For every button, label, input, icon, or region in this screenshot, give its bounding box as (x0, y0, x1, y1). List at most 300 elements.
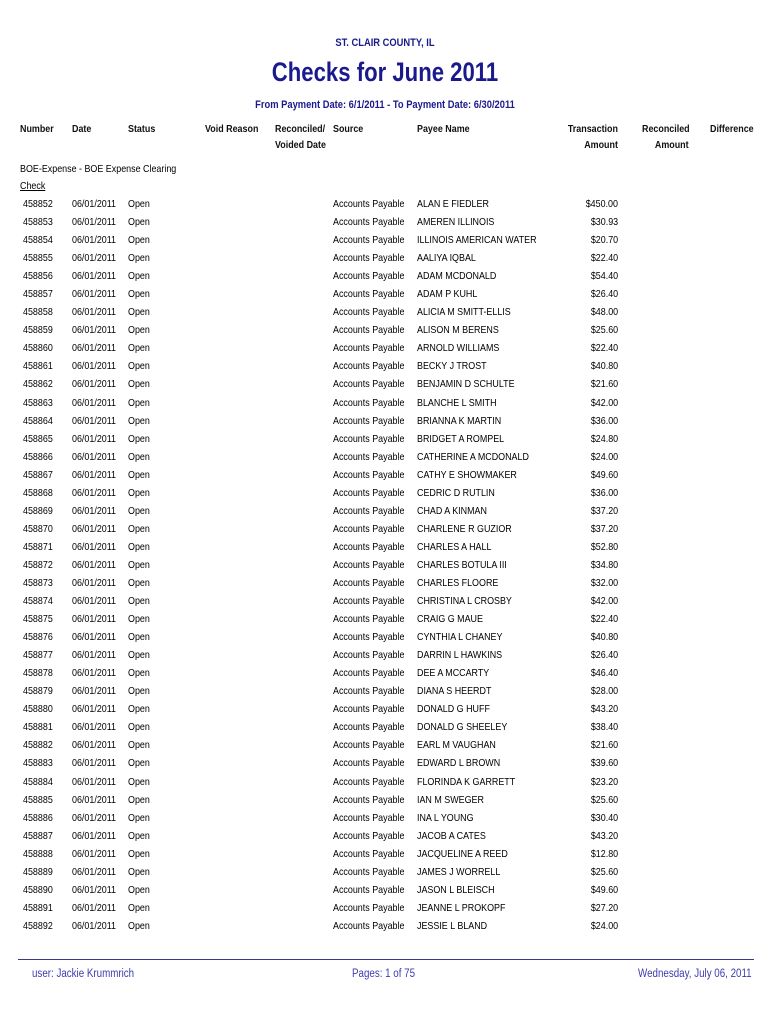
check-status: Open (128, 631, 150, 644)
check-payee: DEE A MCCARTY (417, 667, 490, 680)
group-name: BOE-Expense - BOE Expense Clearing (20, 163, 177, 175)
check-status: Open (128, 685, 150, 698)
check-status: Open (128, 414, 150, 427)
check-number: 458854 (23, 234, 53, 247)
check-source: Accounts Payable (333, 504, 405, 517)
col-transaction-line1: Transaction (567, 123, 618, 135)
check-payee: CATHY E SHOWMAKER (417, 468, 517, 481)
check-date: 06/01/2011 (72, 631, 117, 644)
check-payee: BRIANNA K MARTIN (417, 414, 502, 427)
check-amount: $30.40 (590, 811, 618, 824)
table-row (0, 322, 770, 340)
check-status: Open (128, 883, 150, 896)
check-payee: BENJAMIN D SCHULTE (417, 378, 515, 391)
check-status: Open (128, 775, 150, 788)
check-payee: BECKY J TROST (417, 360, 487, 373)
table-row (0, 864, 770, 882)
check-number: 458866 (23, 450, 53, 463)
check-number: 458873 (23, 576, 53, 589)
check-number: 458892 (23, 919, 53, 932)
check-source: Accounts Payable (333, 883, 405, 896)
check-date: 06/01/2011 (72, 540, 117, 553)
col-transaction-amount (568, 121, 618, 153)
check-date: 06/01/2011 (72, 252, 117, 265)
check-status: Open (128, 865, 150, 878)
table-row (0, 918, 770, 936)
check-status: Open (128, 216, 150, 229)
check-date: 06/01/2011 (72, 901, 117, 914)
check-payee: EDWARD L BROWN (417, 757, 501, 770)
check-date: 06/01/2011 (72, 649, 117, 662)
check-source: Accounts Payable (333, 198, 405, 210)
check-number: 458871 (23, 540, 53, 553)
check-status: Open (128, 432, 150, 445)
table-row (0, 900, 770, 918)
check-date: 06/01/2011 (72, 414, 117, 427)
check-status: Open (128, 721, 150, 734)
check-source: Accounts Payable (333, 576, 405, 589)
check-status: Open (128, 847, 150, 860)
table-row (0, 395, 770, 413)
check-number: 458859 (23, 324, 53, 337)
check-source: Accounts Payable (333, 793, 405, 806)
check-date: 06/01/2011 (72, 667, 117, 680)
check-source: Accounts Payable (333, 829, 405, 842)
check-date: 06/01/2011 (72, 198, 117, 210)
check-status: Open (128, 739, 150, 752)
check-status: Open (128, 829, 150, 842)
table-row (0, 774, 770, 792)
check-payee: AMEREN ILLINOIS (417, 216, 495, 229)
check-date: 06/01/2011 (72, 721, 117, 734)
check-status: Open (128, 198, 150, 210)
check-payee: JESSIE L BLAND (417, 919, 488, 932)
check-payee: CHARLES BOTULA III (417, 558, 507, 571)
check-date: 06/01/2011 (72, 432, 117, 445)
check-status: Open (128, 595, 150, 608)
check-payee: ILLINOIS AMERICAN WATER (417, 234, 537, 247)
check-date: 06/01/2011 (72, 757, 117, 770)
check-amount: $49.60 (590, 883, 618, 896)
table-row (0, 214, 770, 232)
col-reconciled-amount (642, 121, 690, 153)
check-payee: ALICIA M SMITT-ELLIS (417, 306, 511, 319)
check-source: Accounts Payable (333, 739, 405, 752)
check-payee: CHRISTINA L CROSBY (417, 595, 512, 608)
check-number: 458876 (23, 631, 53, 644)
check-source: Accounts Payable (333, 522, 405, 535)
footer-user: user: Jackie Krummrich (32, 968, 135, 980)
check-date: 06/01/2011 (72, 775, 117, 788)
table-row (0, 629, 770, 647)
check-date: 06/01/2011 (72, 558, 117, 571)
check-amount: $43.20 (590, 703, 618, 716)
check-source: Accounts Payable (333, 757, 405, 770)
check-status: Open (128, 811, 150, 824)
col-reconciled-amt-line2: Amount (654, 139, 689, 151)
table-row (0, 431, 770, 449)
table-row (0, 828, 770, 846)
check-status: Open (128, 486, 150, 499)
check-number: 458881 (23, 721, 53, 734)
table-row (0, 792, 770, 810)
check-date: 06/01/2011 (72, 522, 117, 535)
check-status: Open (128, 558, 150, 571)
report-county: ST. CLAIR COUNTY, IL (335, 37, 435, 49)
check-payee: DONALD G HUFF (417, 703, 490, 716)
check-payee: DONALD G SHEELEY (417, 721, 508, 734)
check-source: Accounts Payable (333, 667, 405, 680)
check-amount: $26.40 (590, 649, 618, 662)
check-payee: CHARLES A HALL (417, 540, 492, 553)
check-number: 458885 (23, 793, 53, 806)
check-amount: $21.60 (590, 378, 618, 391)
table-row (0, 467, 770, 485)
check-payee: ARNOLD WILLIAMS (417, 342, 500, 355)
check-status: Open (128, 649, 150, 662)
col-transaction-line2: Amount (584, 139, 618, 151)
check-date: 06/01/2011 (72, 306, 117, 319)
check-number: 458860 (23, 342, 53, 355)
check-amount: $52.80 (590, 540, 618, 553)
col-number: Number (20, 123, 54, 135)
check-date: 06/01/2011 (72, 703, 117, 716)
table-row (0, 503, 770, 521)
check-source: Accounts Payable (333, 396, 405, 409)
check-status: Open (128, 576, 150, 589)
check-amount: $43.20 (590, 829, 618, 842)
check-amount: $42.00 (590, 595, 618, 608)
check-number: 458884 (23, 775, 53, 788)
check-amount: $48.00 (590, 306, 618, 319)
check-date: 06/01/2011 (72, 342, 117, 355)
check-source: Accounts Payable (333, 378, 405, 391)
check-table (0, 196, 770, 936)
check-payee: CHAD A KINMAN (417, 504, 487, 517)
table-row (0, 557, 770, 575)
report-title: Checks for June 2011 (271, 57, 499, 87)
check-payee: ADAM P KUHL (417, 288, 478, 301)
check-status: Open (128, 396, 150, 409)
check-amount: $37.20 (590, 522, 618, 535)
check-source: Accounts Payable (333, 252, 405, 265)
check-status: Open (128, 324, 150, 337)
check-source: Accounts Payable (333, 847, 405, 860)
check-number: 458875 (23, 613, 53, 626)
check-payee: AALIYA IQBAL (417, 252, 476, 265)
check-status: Open (128, 270, 150, 283)
check-amount: $20.70 (590, 234, 618, 247)
table-row (0, 286, 770, 304)
check-date: 06/01/2011 (72, 793, 117, 806)
check-amount: $54.40 (590, 270, 618, 283)
check-date: 06/01/2011 (72, 919, 117, 932)
table-row (0, 539, 770, 557)
check-amount: $24.80 (590, 432, 618, 445)
check-number: 458877 (23, 649, 53, 662)
check-source: Accounts Payable (333, 486, 405, 499)
check-amount: $32.00 (590, 576, 618, 589)
check-amount: $12.80 (590, 847, 618, 860)
check-date: 06/01/2011 (72, 396, 117, 409)
check-status: Open (128, 468, 150, 481)
col-payee-name: Payee Name (417, 123, 470, 135)
check-number: 458872 (23, 558, 53, 571)
check-number: 458858 (23, 306, 53, 319)
check-number: 458868 (23, 486, 53, 499)
check-payee: JASON L BLEISCH (417, 883, 495, 896)
check-source: Accounts Payable (333, 288, 405, 301)
check-number: 458880 (23, 703, 53, 716)
check-amount: $25.60 (590, 793, 618, 806)
check-payee: JACOB A CATES (417, 829, 486, 842)
col-status: Status (128, 123, 156, 135)
check-status: Open (128, 360, 150, 373)
check-date: 06/01/2011 (72, 685, 117, 698)
check-date: 06/01/2011 (72, 613, 117, 626)
check-payee: DARRIN L HAWKINS (417, 649, 503, 662)
check-amount: $46.40 (590, 667, 618, 680)
check-number: 458886 (23, 811, 53, 824)
check-number: 458891 (23, 901, 53, 914)
check-number: 458879 (23, 685, 53, 698)
check-amount: $22.40 (590, 613, 618, 626)
check-source: Accounts Payable (333, 306, 405, 319)
table-row (0, 449, 770, 467)
check-date: 06/01/2011 (72, 450, 117, 463)
check-date: 06/01/2011 (72, 739, 117, 752)
check-number: 458862 (23, 378, 53, 391)
table-row (0, 683, 770, 701)
table-row (0, 485, 770, 503)
check-source: Accounts Payable (333, 919, 405, 932)
check-date: 06/01/2011 (72, 360, 117, 373)
check-payee: DIANA S HEERDT (417, 685, 492, 698)
check-number: 458856 (23, 270, 53, 283)
check-payee: CATHERINE A MCDONALD (417, 450, 529, 463)
check-date: 06/01/2011 (72, 324, 117, 337)
check-number: 458853 (23, 216, 53, 229)
check-payee: BRIDGET A ROMPEL (417, 432, 505, 445)
check-date: 06/01/2011 (72, 847, 117, 860)
check-amount: $39.60 (590, 757, 618, 770)
table-row (0, 575, 770, 593)
check-number: 458883 (23, 757, 53, 770)
check-payee: EARL M VAUGHAN (417, 739, 496, 752)
check-source: Accounts Payable (333, 360, 405, 373)
table-row (0, 232, 770, 250)
check-date: 06/01/2011 (72, 378, 117, 391)
check-date: 06/01/2011 (72, 216, 117, 229)
check-date: 06/01/2011 (72, 234, 117, 247)
footer-date: Wednesday, July 06, 2011 (638, 968, 752, 980)
check-source: Accounts Payable (333, 613, 405, 626)
check-source: Accounts Payable (333, 721, 405, 734)
check-source: Accounts Payable (333, 685, 405, 698)
check-payee: CYNTHIA L CHANEY (417, 631, 503, 644)
check-source: Accounts Payable (333, 450, 405, 463)
check-date: 06/01/2011 (72, 576, 117, 589)
check-status: Open (128, 252, 150, 265)
check-status: Open (128, 613, 150, 626)
check-status: Open (128, 234, 150, 247)
check-amount: $34.80 (590, 558, 618, 571)
check-payee: ALAN E FIEDLER (417, 198, 489, 210)
check-amount: $26.40 (590, 288, 618, 301)
check-date: 06/01/2011 (72, 504, 117, 517)
group-type: Check (20, 180, 46, 192)
check-amount: $450.00 (585, 198, 618, 210)
check-status: Open (128, 378, 150, 391)
report-date-range: From Payment Date: 6/1/2011 - To Payment Date: 6/30/2011 (255, 99, 515, 111)
check-number: 458865 (23, 432, 53, 445)
check-payee: JEANNE L PROKOPF (417, 901, 506, 914)
check-status: Open (128, 522, 150, 535)
check-payee: CEDRIC D RUTLIN (417, 486, 495, 499)
check-payee: CHARLES FLOORE (417, 576, 499, 589)
check-status: Open (128, 793, 150, 806)
check-number: 458888 (23, 847, 53, 860)
table-row (0, 250, 770, 268)
check-payee: ALISON M BERENS (417, 324, 499, 337)
check-source: Accounts Payable (333, 558, 405, 571)
table-row (0, 340, 770, 358)
check-source: Accounts Payable (333, 595, 405, 608)
check-date: 06/01/2011 (72, 829, 117, 842)
check-date: 06/01/2011 (72, 288, 117, 301)
check-amount: $21.60 (590, 739, 618, 752)
check-date: 06/01/2011 (72, 486, 117, 499)
check-source: Accounts Payable (333, 901, 405, 914)
check-number: 458861 (23, 360, 53, 373)
check-date: 06/01/2011 (72, 468, 117, 481)
check-number: 458855 (23, 252, 53, 265)
check-source: Accounts Payable (333, 649, 405, 662)
check-source: Accounts Payable (333, 324, 405, 337)
check-payee: IAN M SWEGER (417, 793, 484, 806)
table-row (0, 810, 770, 828)
check-payee: FLORINDA K GARRETT (417, 775, 516, 788)
check-status: Open (128, 703, 150, 716)
col-reconciled-voided (275, 121, 326, 153)
check-status: Open (128, 306, 150, 319)
table-row (0, 755, 770, 773)
check-source: Accounts Payable (333, 216, 405, 229)
table-row (0, 268, 770, 286)
check-status: Open (128, 342, 150, 355)
col-source: Source (333, 123, 364, 135)
check-status: Open (128, 901, 150, 914)
check-amount: $49.60 (590, 468, 618, 481)
table-row (0, 611, 770, 629)
check-status: Open (128, 919, 150, 932)
check-amount: $22.40 (590, 342, 618, 355)
check-source: Accounts Payable (333, 631, 405, 644)
check-amount: $40.80 (590, 631, 618, 644)
check-number: 458889 (23, 865, 53, 878)
table-row (0, 882, 770, 900)
check-date: 06/01/2011 (72, 883, 117, 896)
table-row (0, 719, 770, 737)
check-source: Accounts Payable (333, 270, 405, 283)
check-amount: $23.20 (590, 775, 618, 788)
col-void-reason: Void Reason (205, 123, 259, 135)
check-status: Open (128, 757, 150, 770)
table-row (0, 593, 770, 611)
check-number: 458878 (23, 667, 53, 680)
check-number: 458863 (23, 396, 53, 409)
check-number: 458852 (23, 198, 53, 210)
check-payee: ADAM MCDONALD (417, 270, 497, 283)
check-payee: CRAIG G MAUE (417, 613, 483, 626)
check-source: Accounts Payable (333, 234, 405, 247)
check-amount: $25.60 (590, 865, 618, 878)
check-number: 458890 (23, 883, 53, 896)
check-number: 458870 (23, 522, 53, 535)
table-row (0, 304, 770, 322)
check-date: 06/01/2011 (72, 270, 117, 283)
check-payee: BLANCHE L SMITH (417, 396, 497, 409)
table-row (0, 737, 770, 755)
check-source: Accounts Payable (333, 468, 405, 481)
check-payee: JACQUELINE A REED (417, 847, 508, 860)
check-status: Open (128, 540, 150, 553)
check-amount: $42.00 (590, 396, 618, 409)
check-number: 458857 (23, 288, 53, 301)
check-amount: $36.00 (590, 414, 618, 427)
table-row (0, 376, 770, 394)
check-amount: $36.00 (590, 486, 618, 499)
footer-pages: Pages: 1 of 75 (352, 968, 416, 980)
check-payee: JAMES J WORRELL (417, 865, 501, 878)
table-row (0, 413, 770, 431)
check-source: Accounts Payable (333, 432, 405, 445)
check-amount: $25.60 (590, 324, 618, 337)
check-status: Open (128, 288, 150, 301)
table-row (0, 846, 770, 864)
check-number: 458874 (23, 595, 53, 608)
check-status: Open (128, 450, 150, 463)
check-payee: CHARLENE R GUZIOR (417, 522, 512, 535)
check-status: Open (128, 667, 150, 680)
col-reconciled-amt-line1: Reconciled (642, 123, 690, 135)
check-amount: $38.40 (590, 721, 618, 734)
check-date: 06/01/2011 (72, 865, 117, 878)
check-amount: $40.80 (590, 360, 618, 373)
check-number: 458867 (23, 468, 53, 481)
col-date: Date (72, 123, 92, 135)
check-amount: $22.40 (590, 252, 618, 265)
col-reconciled-voided-line1: Reconciled/ (275, 123, 326, 135)
check-amount: $28.00 (590, 685, 618, 698)
col-difference: Difference (710, 123, 754, 135)
table-row (0, 701, 770, 719)
check-date: 06/01/2011 (72, 595, 117, 608)
check-source: Accounts Payable (333, 540, 405, 553)
check-number: 458887 (23, 829, 53, 842)
table-row (0, 196, 770, 214)
col-reconciled-voided-line2: Voided Date (275, 139, 326, 151)
check-amount: $24.00 (590, 450, 618, 463)
check-source: Accounts Payable (333, 414, 405, 427)
footer-divider (18, 959, 754, 960)
check-source: Accounts Payable (333, 865, 405, 878)
table-row (0, 521, 770, 539)
table-row (0, 358, 770, 376)
check-date: 06/01/2011 (72, 811, 117, 824)
check-payee: INA L YOUNG (417, 811, 474, 824)
check-amount: $30.93 (590, 216, 618, 229)
